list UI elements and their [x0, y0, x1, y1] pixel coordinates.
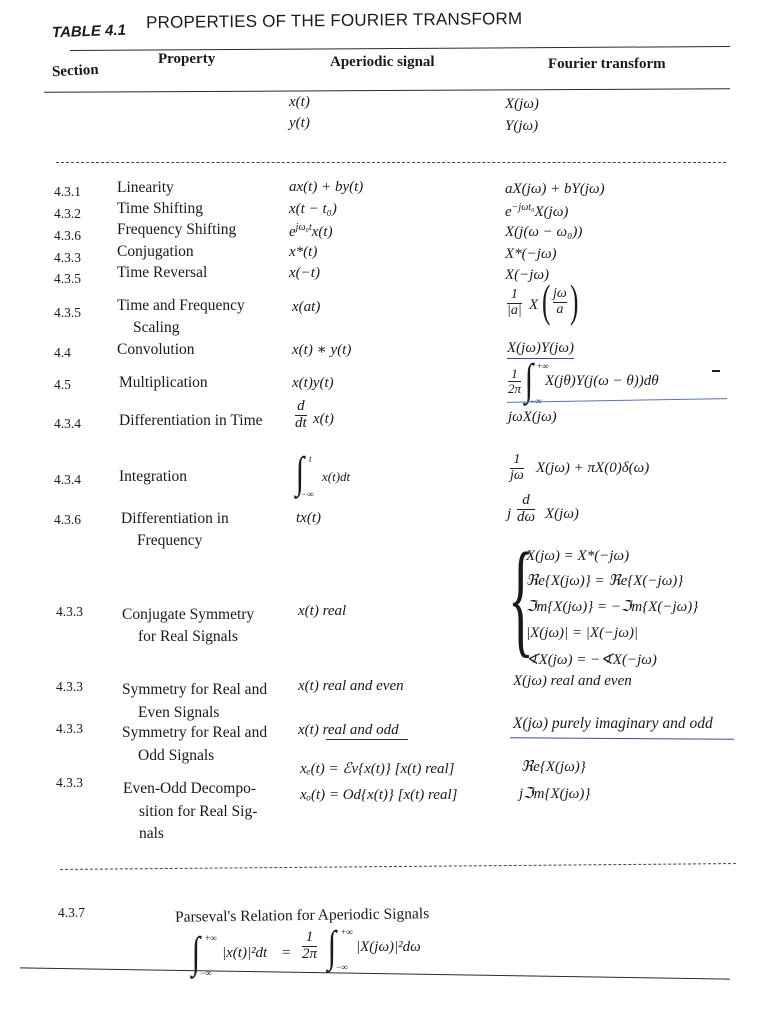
- symmetry-line: ℑm{X(jω)} = −ℑm{X(−jω)}: [526, 599, 699, 615]
- row-section: 4.3.6: [54, 512, 81, 527]
- fraction-denominator: jω: [510, 467, 524, 483]
- fraction-denominator: a: [556, 301, 564, 317]
- row-property: Symmetry for Real and: [122, 724, 268, 741]
- parseval-lhs: |x(t)|²dt: [222, 945, 268, 961]
- integral-sign: ∫: [191, 928, 201, 977]
- row-signal: x(−t): [289, 265, 320, 281]
- row-section: 4.3.3: [56, 721, 83, 736]
- integral-upper-limit: +∞: [341, 927, 353, 937]
- row-signal: x(t − t₀): [289, 201, 337, 217]
- row-property: Conjugation: [117, 243, 194, 260]
- fraction-numerator: d: [297, 398, 305, 414]
- parseval-section: 4.3.7: [58, 905, 85, 920]
- row-property: Even-Odd Decompo-: [123, 780, 256, 797]
- base-signal-x: x(t): [289, 94, 310, 110]
- base-signal-y: y(t): [289, 115, 310, 131]
- fraction-denominator: 2π: [508, 380, 522, 396]
- inner-fraction: [553, 287, 567, 317]
- handwritten-underline: [510, 737, 734, 740]
- row-property-line2: Frequency: [137, 532, 203, 549]
- scale-function: X: [529, 297, 539, 313]
- parseval-title: Parseval's Relation for Aperiodic Signals: [174, 905, 430, 926]
- row-property: Conjugate Symmetry: [122, 606, 255, 623]
- symmetry-line: ∢X(jω) = −∢X(−jω): [526, 652, 657, 668]
- row-signal: x(t) real and odd: [298, 722, 399, 738]
- row-section: 4.3.2: [54, 206, 81, 221]
- integration-fraction: [510, 453, 524, 483]
- dashed-divider-bottom: [60, 863, 736, 870]
- integral-upper-limit: +∞: [537, 361, 549, 371]
- fraction-numerator: 1: [511, 366, 518, 381]
- row-section: 4.4: [54, 345, 71, 360]
- fraction-denominator: dt: [295, 414, 307, 431]
- row-property-line2: sition for Real Sig-: [139, 803, 258, 820]
- row-property: Time Reversal: [117, 264, 208, 281]
- base-transform-x: X(jω): [505, 96, 539, 112]
- integral-upper-limit: t: [309, 454, 312, 464]
- left-paren: (: [542, 275, 551, 326]
- row-signal: x(t) real: [298, 603, 347, 619]
- row-signal: xₑ(t) = ℰv{x(t)} [x(t) real]: [300, 761, 455, 777]
- exp-power: −jωt₀: [511, 202, 535, 213]
- row-property: Frequency Shifting: [117, 221, 237, 238]
- row-transform: X(jω) purely imaginary and odd: [513, 715, 713, 732]
- row-transform: X(jω) + πX(0)δ(ω): [536, 460, 650, 476]
- fraction-numerator: 1: [305, 929, 314, 945]
- row-signal: x(t)y(t): [292, 375, 334, 391]
- dashed-divider-top: [56, 162, 726, 163]
- row-property: Symmetry for Real and: [122, 681, 268, 698]
- row-signal: xₒ(t) = Od{x(t)} [x(t) real]: [300, 787, 458, 803]
- parseval-rhs: |X(jω)|²dω: [356, 939, 421, 955]
- integral-sign: ∫: [327, 922, 337, 971]
- row-section: 4.3.3: [56, 604, 83, 619]
- scale-fraction: [507, 288, 522, 318]
- row-property: Multiplication: [119, 374, 208, 391]
- transform-term: X(jω): [534, 204, 569, 220]
- row-section: 4.3.5: [54, 305, 81, 320]
- row-property-line2: Scaling: [133, 319, 180, 336]
- parseval-equals: =: [282, 945, 291, 961]
- row-transform: [507, 341, 574, 356]
- derivative-fraction: [295, 399, 307, 432]
- row-transform: X(jω): [545, 506, 579, 522]
- transform-prefix: j: [507, 506, 512, 522]
- table-tag: TABLE 4.1: [51, 21, 127, 42]
- row-signal: [289, 223, 333, 240]
- integral-lower-limit: −∞: [530, 396, 542, 406]
- multiplication-fraction: [508, 367, 521, 395]
- right-paren: ): [570, 275, 579, 326]
- row-signal: x(t) ∗ y(t): [292, 342, 352, 358]
- row-property: Time Shifting: [117, 200, 203, 217]
- row-transform: X(jω) real and even: [513, 673, 632, 689]
- integral-lower-limit: −∞: [302, 489, 314, 499]
- signal-term: x(t): [311, 224, 333, 240]
- integral-body: x(t)dt: [322, 469, 351, 484]
- integral-upper-limit: +∞: [205, 933, 217, 943]
- row-property: Linearity: [117, 179, 174, 196]
- derivative-fraction: [517, 493, 535, 526]
- row-signal: x*(t): [289, 244, 318, 260]
- integral-lower-limit: −∞: [200, 968, 212, 978]
- row-property-line2: Odd Signals: [138, 747, 215, 764]
- symmetry-line: |X(jω)| = |X(−jω)|: [526, 625, 639, 641]
- row-section: 4.3.4: [54, 416, 81, 431]
- exp-base: e: [289, 224, 296, 240]
- fraction-denominator: |a|: [507, 302, 522, 318]
- row-section: 4.3.3: [56, 679, 83, 694]
- row-transform: [505, 203, 568, 220]
- fraction-numerator: 1: [510, 287, 518, 302]
- fraction-numerator: 1: [513, 452, 521, 467]
- ink-mark: [712, 370, 720, 372]
- table-bottom-rule: [20, 967, 730, 979]
- row-section: 4.3.3: [54, 250, 81, 265]
- row-section: 4.3.6: [54, 228, 81, 243]
- row-signal: x(at): [292, 299, 321, 315]
- header-property: Property: [158, 51, 216, 67]
- row-property: Integration: [119, 468, 188, 485]
- row-property: Differentiation in: [121, 510, 229, 527]
- integral-sign: ∫: [295, 448, 305, 497]
- row-property-line2: Even Signals: [138, 704, 220, 721]
- row-section: 4.3.5: [54, 271, 81, 286]
- symmetry-line: ℜe{X(jω)} = ℜe{X(−jω)}: [526, 573, 684, 589]
- row-section: 4.3.3: [56, 775, 83, 790]
- row-transform: ℜe{X(jω)}: [521, 759, 586, 775]
- integral-sign: ∫: [524, 355, 534, 404]
- row-transform: aX(jω) + bY(jω): [505, 181, 605, 197]
- exp-power: jω₀t: [295, 222, 312, 233]
- curly-brace: {: [508, 527, 534, 669]
- exp-base: e: [505, 204, 512, 220]
- row-signal: ax(t) + by(t): [289, 179, 364, 195]
- row-section: 4.3.1: [54, 184, 81, 199]
- fraction-denominator: dω: [517, 508, 536, 525]
- row-section: 4.3.4: [54, 472, 81, 487]
- symmetry-line: X(jω) = X*(−jω): [526, 548, 630, 564]
- row-section: 4.5: [54, 377, 71, 392]
- fraction-numerator: jω: [553, 286, 567, 301]
- row-transform: X(−jω): [505, 267, 550, 283]
- header-section: Section: [51, 61, 100, 81]
- row-transform: X(j(ω − ω₀)): [505, 224, 583, 240]
- row-property: Differentiation in Time: [119, 412, 263, 429]
- row-signal: x(t) real and even: [298, 678, 404, 694]
- fraction-denominator: 2π: [302, 945, 318, 962]
- table-title: PROPERTIES OF THE FOURIER TRANSFORM: [145, 9, 523, 32]
- row-property: Time and Frequency: [117, 297, 245, 314]
- handwritten-underline: [326, 739, 408, 740]
- row-signal: tx(t): [296, 510, 321, 526]
- row-signal: x(t): [313, 411, 334, 427]
- row-property-line2: for Real Signals: [138, 628, 238, 645]
- row-transform: X*(−jω): [505, 246, 557, 262]
- parseval-fraction: [302, 930, 317, 963]
- row-transform: jℑm{X(jω)}: [519, 786, 591, 802]
- fraction-numerator: d: [522, 492, 530, 508]
- row-transform: jωX(jω): [508, 409, 557, 425]
- convolution-transform: X(jω)Y(jω): [507, 340, 574, 359]
- header-bottom-rule: [44, 88, 730, 93]
- row-property: Convolution: [117, 341, 195, 358]
- base-transform-y: Y(jω): [505, 118, 539, 134]
- integral-lower-limit: −∞: [336, 962, 348, 972]
- header-fourier-transform: Fourier transform: [548, 56, 666, 72]
- header-aperiodic-signal: Aperiodic signal: [330, 54, 435, 70]
- integral-body: X(jθ)Y(j(ω − θ))dθ: [545, 373, 659, 389]
- row-property-line3: nals: [139, 825, 164, 842]
